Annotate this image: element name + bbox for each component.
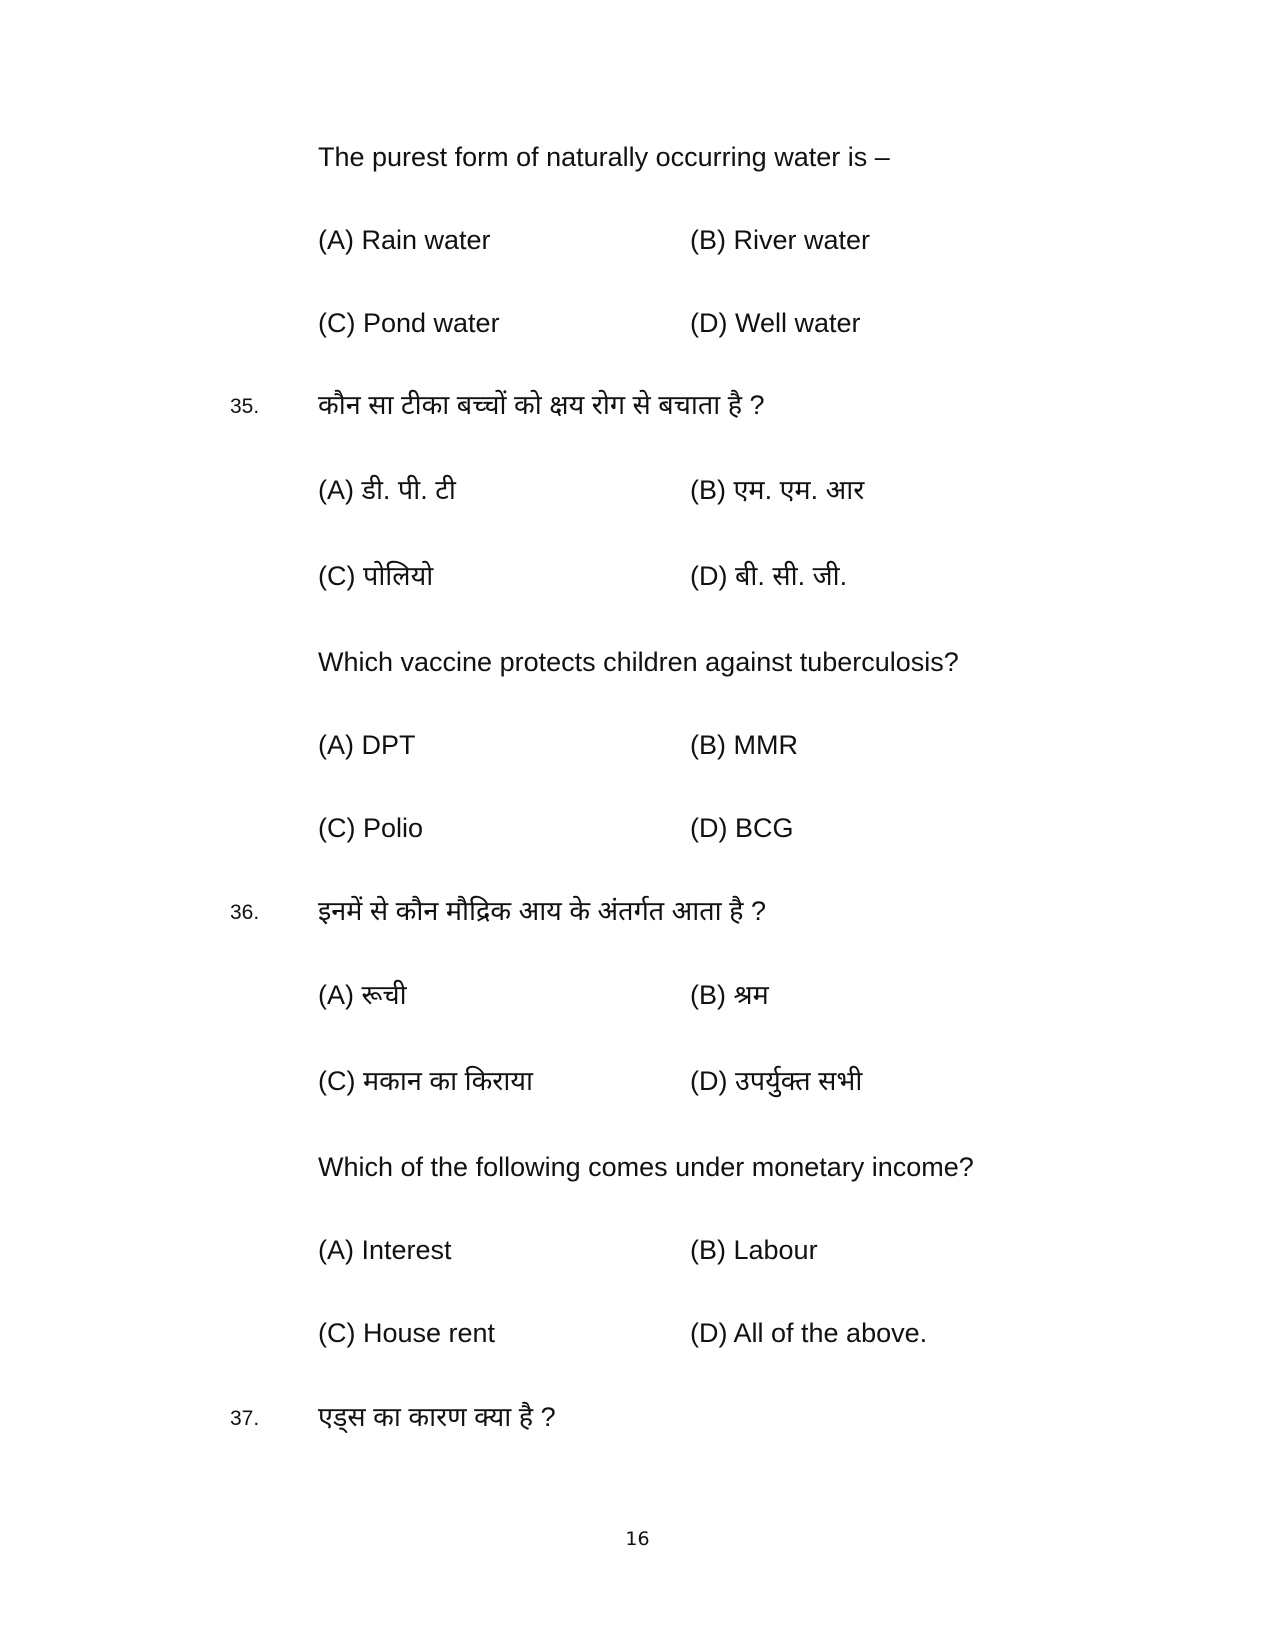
question-text: कौन सा टीका बच्चों को क्षय रोग से बचाता है ? (318, 390, 765, 420)
option-a: (A) Interest (318, 1235, 452, 1265)
option-d: (D) BCG (690, 813, 794, 843)
option-d: (D) बी. सी. जी. (690, 561, 848, 591)
option-b: (B) Labour (690, 1235, 818, 1265)
question-text: इनमें से कौन मौद्रिक आय के अंतर्गत आता है ? (318, 896, 767, 926)
option-c: (C) Pond water (318, 308, 500, 338)
option-a: (A) Rain water (318, 225, 491, 255)
option-b: (B) श्रम (690, 980, 769, 1010)
option-c: (C) पोलियो (318, 561, 434, 591)
question-number: 35. (230, 395, 260, 418)
option-b: (B) MMR (690, 730, 798, 760)
option-c: (C) House rent (318, 1318, 496, 1348)
question-text: Which vaccine protects children against tuberculosis? (318, 647, 959, 677)
question-text: The purest form of naturally occurring water is – (318, 142, 890, 172)
page-number: 16 (625, 1528, 650, 1550)
option-d: (D) All of the above. (690, 1318, 928, 1348)
question-number: 36. (230, 901, 260, 924)
option-c: (C) मकान का किराया (318, 1066, 533, 1096)
question-text: एड्स का कारण क्या है ? (318, 1402, 556, 1432)
question-number: 37. (230, 1407, 260, 1430)
option-b: (B) River water (690, 225, 871, 255)
question-text: Which of the following comes under monetary income? (318, 1152, 974, 1182)
option-a: (A) रूची (318, 980, 407, 1010)
option-d: (D) उपर्युक्त सभी (690, 1066, 863, 1096)
option-a: (A) DPT (318, 730, 416, 760)
option-a: (A) डी. पी. टी (318, 475, 456, 505)
option-c: (C) Polio (318, 813, 424, 843)
option-d: (D) Well water (690, 308, 861, 338)
option-b: (B) एम. एम. आर (690, 475, 865, 505)
